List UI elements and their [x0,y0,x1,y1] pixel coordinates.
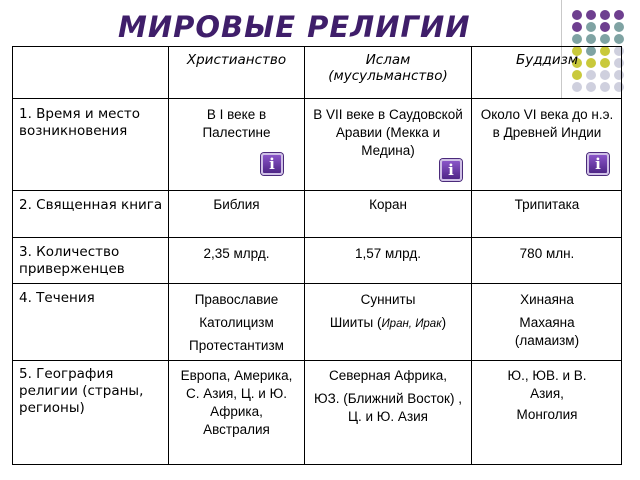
cell-christianity-geography: Европа, Америка, С. Азия, Ц. и Ю. Африка, Австралия [180,368,293,437]
col-divider [304,46,305,465]
info-button-christianity[interactable]: i [261,153,283,175]
row-divider [168,190,622,191]
row-divider [168,283,622,284]
row-divider [12,360,169,361]
branch-item: Сунниты [360,292,416,307]
row-label-time-place: 1. Время и место возникновения [19,106,141,139]
header-buddhism: Буддизм [515,52,579,68]
row-label-scripture: 2. Священная книга [19,197,163,213]
geo-item: Монголия [516,407,578,422]
branch-shia-note: Иран, Ирак [381,318,442,330]
info-button-buddhism[interactable]: i [587,153,609,175]
row-label-branches: 4. Течения [19,290,95,306]
branch-item: Хинаяна [520,292,574,307]
cell-buddhism-time-place: Около VI века до н.э. в Древней Индии [480,107,614,140]
geo-item: Северная Африка, [328,368,448,383]
branch-item: Протестантизм [189,338,284,353]
cell-islam-branches [310,291,466,338]
row-label-geography: 5. География религии (страны, регионы) [19,366,144,416]
branch-item: Православие [194,292,279,307]
cell-christianity-followers: 2,35 млрд. [203,246,270,261]
cell-christianity-branches [174,291,299,360]
cell-buddhism-followers: 780 млн. [519,246,575,261]
info-button-islam[interactable]: i [440,159,462,181]
geo-item: ЮЗ. (Ближний Восток) , Ц. и Ю. Азия [314,391,462,424]
cell-buddhism-scripture: Трипитака [514,197,580,212]
cell-buddhism-geography [476,367,618,429]
row-divider [168,360,622,361]
branch-shia: Шииты ( [329,315,382,330]
branch-shia-close: ) [441,315,447,330]
page-title: МИРОВЫЕ РЕЛИГИИ [118,10,471,44]
branch-item: Махаяна (ламаизм) [514,315,580,348]
row-divider [12,190,169,191]
header-islam: Ислам (мусульманство) [328,52,448,84]
header-christianity: Христианство [186,52,287,68]
row-label-followers: 3. Количество приверженцев [19,244,125,277]
cell-christianity-time-place: В I веке в Палестине [202,107,271,140]
col-divider [471,46,472,465]
row-divider [12,283,169,284]
cell-christianity-scripture: Библия [213,197,260,212]
row-divider [12,98,169,99]
branch-item [310,314,466,333]
col-divider [168,46,169,465]
cell-islam-geography [310,367,466,431]
cell-islam-followers: 1,57 млрд. [354,246,421,261]
cell-islam-scripture: Коран [369,197,407,212]
row-divider [168,98,622,99]
row-divider [12,237,169,238]
cell-islam-time-place: В VII веке в Саудовской Аравии (Мекка и Медина) [313,107,463,158]
geo-item: Ю., ЮВ. и В. Азия, [507,368,587,401]
row-divider [168,237,622,238]
branch-item: Католицизм [199,315,274,330]
cell-buddhism-branches [476,291,618,355]
